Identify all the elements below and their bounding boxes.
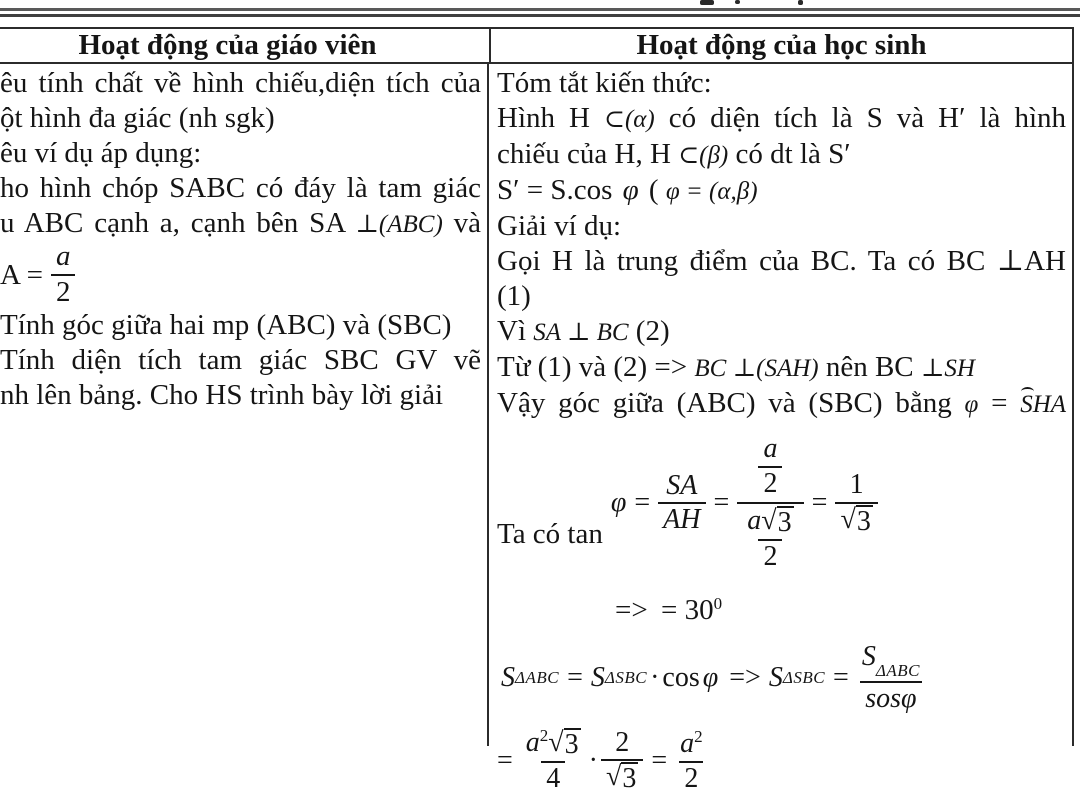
phi-symbol: φ: [964, 391, 979, 418]
phi-definition-math: φ = (α,β): [665, 178, 758, 205]
cos-formula-text: S′ = S.cos: [497, 174, 613, 206]
teacher-line: Tính góc giữa hai mp (ABC) và (SBC): [0, 309, 452, 341]
fraction-1-over-sqrt3: 1 √ 3: [835, 469, 877, 538]
degree-superscript: 0: [713, 593, 723, 613]
teacher-line: êu ví dụ áp dụng:: [0, 137, 202, 169]
cropped-text-fragment: [735, 0, 740, 4]
equals-sign: =: [651, 744, 668, 776]
teacher-line: ột hình đa giác (nh sgk): [0, 102, 275, 134]
cropped-text-fragment: [798, 0, 803, 5]
teacher-line: ho hình chóp SABC có đáy là tam giác: [0, 172, 481, 204]
student-line10-text: Vậy góc giữa (ABC) và (SBC) bằng: [497, 387, 952, 419]
tan-prefix-text: Ta có tan: [497, 517, 603, 550]
angle-sha-math: [1020, 391, 1066, 418]
perp-sh-math: ⊥SH: [920, 355, 975, 382]
equals-sign: =: [660, 593, 678, 626]
student-line: [497, 101, 1066, 137]
radical-sign: √: [840, 503, 856, 535]
angle-s-hatted: S: [1020, 391, 1033, 418]
table-body-row: [0, 64, 1072, 795]
radical-sign: √: [548, 727, 564, 759]
teacher-line: Tính diện tích tam giác SBC GV vẽ: [0, 344, 481, 376]
equals-sign: =: [634, 486, 651, 518]
teacher-activity-cell: [0, 64, 489, 746]
table-header-teacher: [0, 29, 491, 62]
subscript-sbc: ΔSBC: [782, 668, 826, 688]
student-line: [497, 314, 1066, 350]
bc-perp-sah-math: BC ⊥(SAH): [694, 355, 819, 382]
fraction-2-over-sqrt3: 2 √ 3: [601, 727, 643, 796]
sa-equals-fraction: [0, 242, 481, 308]
equals-sign: =: [833, 661, 849, 693]
equals-sign: =: [497, 744, 513, 776]
s-symbol: S: [768, 661, 783, 693]
perpendicular-math: ⊥(ABC): [355, 211, 443, 238]
implies-arrow: =>: [729, 661, 761, 693]
lesson-activity-table: [0, 27, 1074, 795]
cos-function: cos: [662, 661, 700, 693]
student-line2-text: có diện tích là S và H′ là hình: [668, 102, 1066, 134]
s-symbol: S: [590, 661, 605, 693]
multiplication-dot: ·: [588, 744, 598, 776]
student-line8-tail: (2): [635, 315, 670, 347]
subset-alpha-math: ⊂(α): [604, 106, 655, 133]
student-line: Tóm tắt kiến thức:: [497, 67, 712, 99]
horizontal-double-rule: [0, 8, 1080, 17]
student-line: (1): [497, 280, 531, 312]
radical: √ 3: [840, 503, 871, 537]
header-student-label: Hoạt động của học sinh: [636, 29, 927, 61]
phi-symbol: φ: [622, 174, 639, 206]
radical-sign: √: [606, 761, 622, 793]
student-line9-text: nên BC: [825, 351, 914, 383]
multiplication-dot: ·: [650, 661, 660, 693]
fraction-a-over-2: $\frac{a}{2}$: [51, 240, 76, 310]
student-line9-text: Từ (1) và (2) =>: [497, 351, 688, 383]
equals-sign: =: [567, 661, 583, 693]
teacher-line: nh lên bảng. Cho HS trình bày lời giải: [0, 379, 444, 411]
fraction-sa-ah: $\frac{SA}{AH}$: [658, 470, 705, 538]
nested-fraction: [737, 432, 803, 575]
radical: √ 3: [606, 761, 637, 795]
student-line: Giải ví dụ:: [497, 210, 622, 242]
fraction-a2-over-2: $\frac{a^2}{2}$: [680, 726, 703, 794]
fraction-a-over-2: $\frac{a}{2}$: [758, 433, 782, 501]
header-teacher-label: Hoạt động của giáo viên: [78, 29, 377, 61]
student-line8-text: Vì: [497, 315, 526, 347]
student-line: [497, 386, 1066, 422]
equals-sign: =: [713, 486, 730, 518]
subscript-sbc: ΔSBC: [604, 668, 648, 688]
final-result-line: [497, 726, 1066, 796]
table-header-row: [0, 29, 1072, 64]
cropped-text-fragment: [700, 0, 714, 5]
equals-sign: =: [991, 387, 1008, 419]
student-line: [497, 173, 1066, 209]
teacher-line5-tail: và: [453, 207, 481, 239]
subset-beta-math: ⊂(β): [678, 142, 729, 169]
radical-sign: √: [761, 504, 777, 536]
student-line2-text: Hình H: [497, 102, 590, 134]
implies-arrow: =>: [615, 593, 648, 626]
fraction-sabc-over-sosphi: $\frac{S_{\Delta ABC}}{\text{sosφ}}$: [861, 640, 920, 715]
degree-value: 30: [684, 593, 714, 626]
fraction-a2sqrt3-over-4: $a^2$ √ 3 4: [525, 726, 579, 795]
student-activity-cell: [489, 64, 1072, 795]
teacher-line: [0, 206, 481, 242]
phi-equals-30-line: [615, 585, 1066, 629]
sa-perp-bc-math: SA ⊥ BC: [533, 319, 629, 346]
student-line: Gọi H là trung điểm của BC. Ta có BC ⊥AH: [497, 245, 1066, 277]
phi-symbol: φ: [702, 661, 719, 693]
student-line: [497, 350, 1066, 386]
tan-phi-formula: [497, 432, 1066, 575]
sa-lhs: A =: [0, 258, 43, 291]
angle-ha: HA: [1032, 391, 1067, 418]
radical: √ 3: [761, 504, 792, 538]
table-header-student: [491, 29, 1072, 62]
student-line3-text: có dt là S′: [735, 138, 851, 170]
area-formula-line: [501, 641, 1066, 716]
phi-symbol: φ: [610, 486, 627, 518]
equals-sign: =: [811, 486, 828, 518]
fraction-asqrt3-over-2: a √ 3 2: [747, 504, 792, 572]
student-line3-text: chiếu của H, H: [497, 138, 671, 170]
teacher-line5-text: u ABC cạnh a, cạnh bên SA: [0, 207, 345, 239]
student-line: [497, 137, 1066, 173]
s-symbol: S: [501, 661, 515, 693]
open-paren: (: [648, 174, 659, 206]
radical: √ 3: [548, 727, 579, 761]
teacher-line: êu tính chất về hình chiếu,diện tích của: [0, 67, 481, 99]
subscript-abc: ΔABC: [515, 668, 560, 688]
